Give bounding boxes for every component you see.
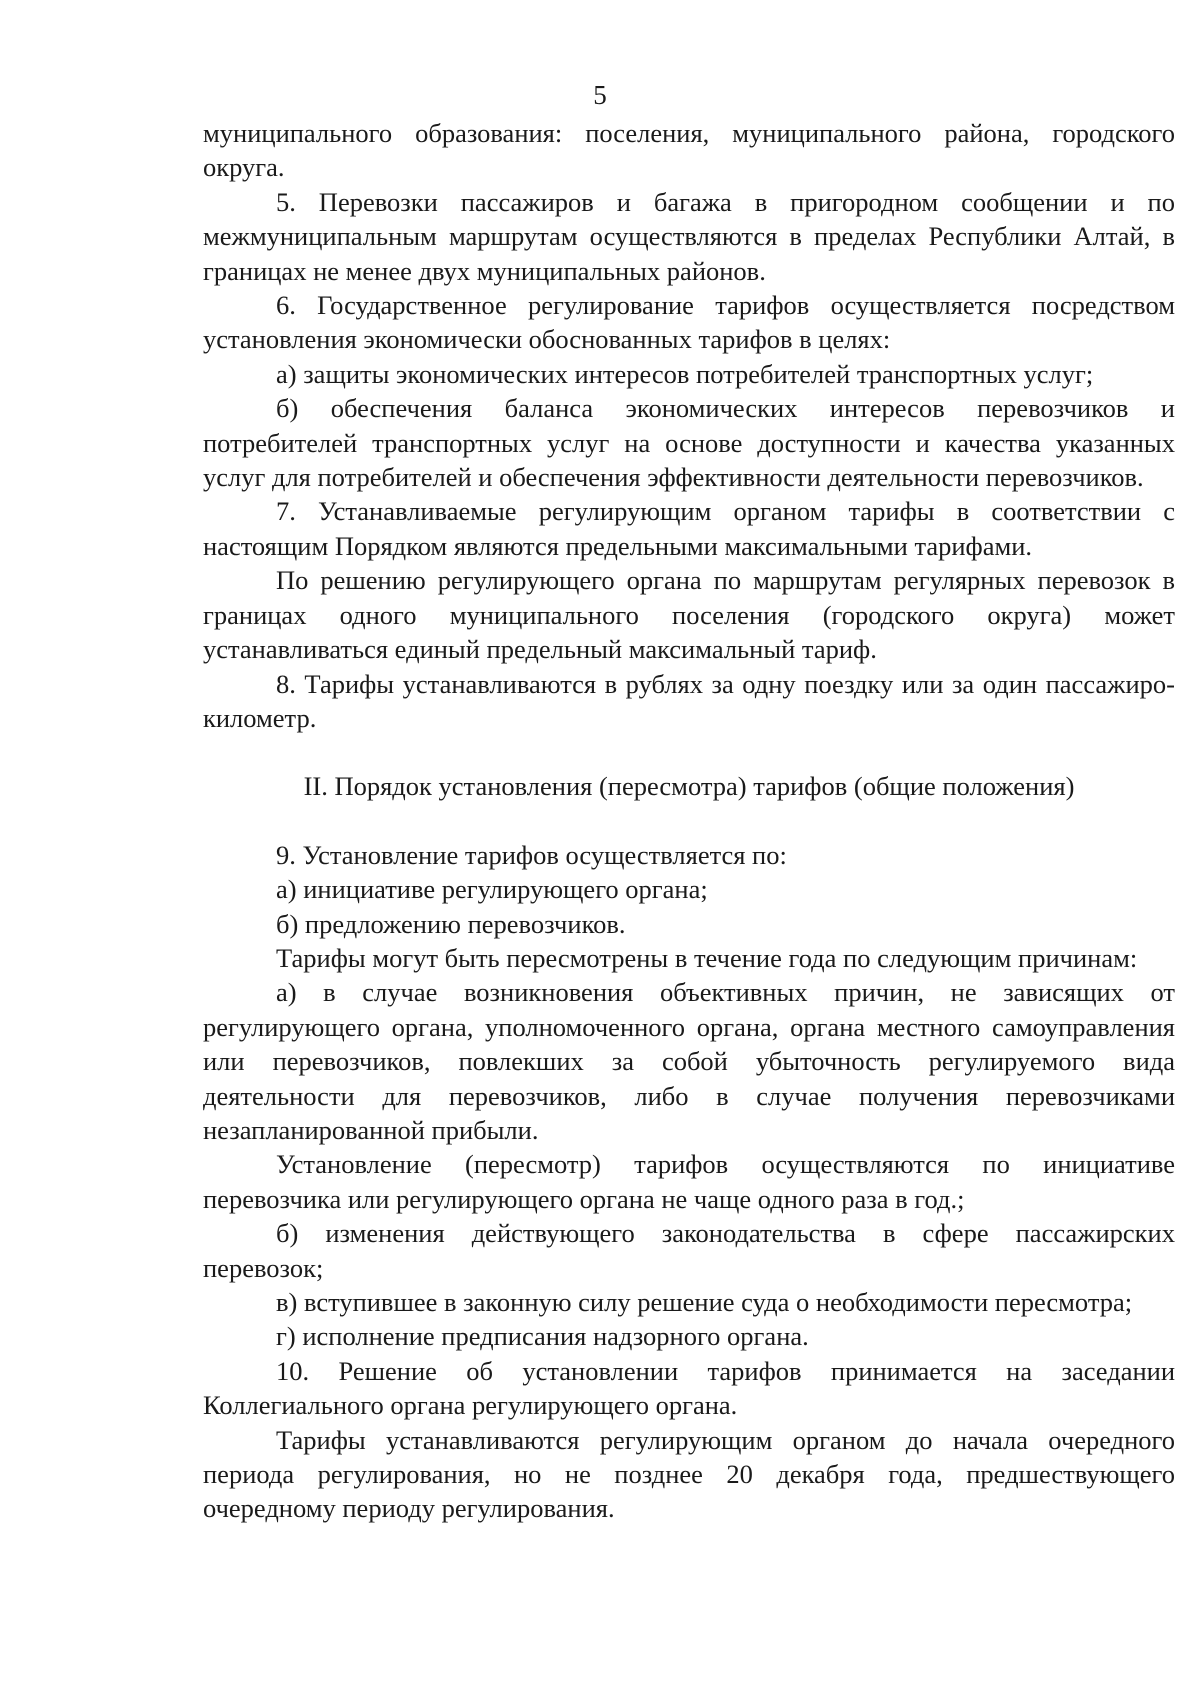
paragraph: 7. Устанавливаемые регулирующим органом тарифы в соответствии с настоящим Порядком являются предельными максимальными тарифами. [203,496,1175,561]
spacer [203,804,1175,838]
spacer [203,735,1175,769]
section-heading: II. Порядок установления (пересмотра) тарифов (общие положения) [303,771,1075,802]
paragraph: 10. Решение об установлении тарифов принимается на заседании Коллегиального органа регулирующего органа. [203,1355,1175,1421]
paragraph: Установление (пересмотр) тарифов осуществляются по инициативе перевозчика или регулирующего органа не чаще одного раза в год.; [203,1149,1175,1214]
paragraph: г) исполнение предписания надзорного органа. [276,1321,809,1352]
paragraph: По решению регулирующего органа по маршрутам регулярных перевозок в границах одного муниципального поселения (городского округа) может устанавливаться единый предельный максимальный тариф. [203,565,1175,665]
paragraph: Тарифы устанавливаются регулирующим органом до начала очередного периода регулирования, но не позднее 20 декабря года, предшествующего очередному периоду регулирования. [203,1424,1175,1524]
paragraph: а) в случае возникновения объективных причин, не зависящих от регулирующего органа, уполномоченного органа, органа местного самоуправления или перевозчиков, повлекших за собой убыточность регулируемого вида деятельности для перевозчиков, либо в случае получения перевозчиками незапланированной прибыли. [203,977,1175,1145]
paragraph: в) вступившее в законную силу решение суда о необходимости пересмотра; [276,1287,1133,1317]
paragraph: а) инициативе регулирующего органа; [276,874,708,905]
paragraph: а) защиты экономических интересов потребителей транспортных услуг; [276,358,1094,389]
paragraph: муниципального образования: поселения, муниципального района, городского округа. [203,118,1175,183]
document-body [203,116,1175,1526]
paragraph: б) обеспечения баланса экономических интересов перевозчиков и потребителей транспортных услуг на основе доступности и качества указанных услуг для потребителей и обеспечения эффективности деятельности перевозчиков. [203,393,1175,493]
paragraph: Тарифы могут быть пересмотрены в течение года по следующим причинам: [276,942,1138,973]
paragraph: 5. Перевозки пассажиров и багажа в пригородном сообщении и по межмуниципальным маршрутам осуществляются в пределах Республики Алтай, в границах не менее двух муниципальных районов. [203,186,1175,286]
paragraph: б) предложению перевозчиков. [276,908,626,939]
paragraph: 6. Государственное регулирование тарифов осуществляется посредством установления экономически обоснованных тарифов в целях: [203,290,1175,355]
paragraph: 8. Тарифы устанавливаются в рублях за одну поездку или за один пассажиро-километр. [203,668,1175,733]
paragraph: 9. Установление тарифов осуществляется по: [276,839,787,870]
paragraph: б) изменения действующего законодательства в сфере пассажирских перевозок; [203,1218,1175,1283]
page-number: 5 [593,80,607,110]
